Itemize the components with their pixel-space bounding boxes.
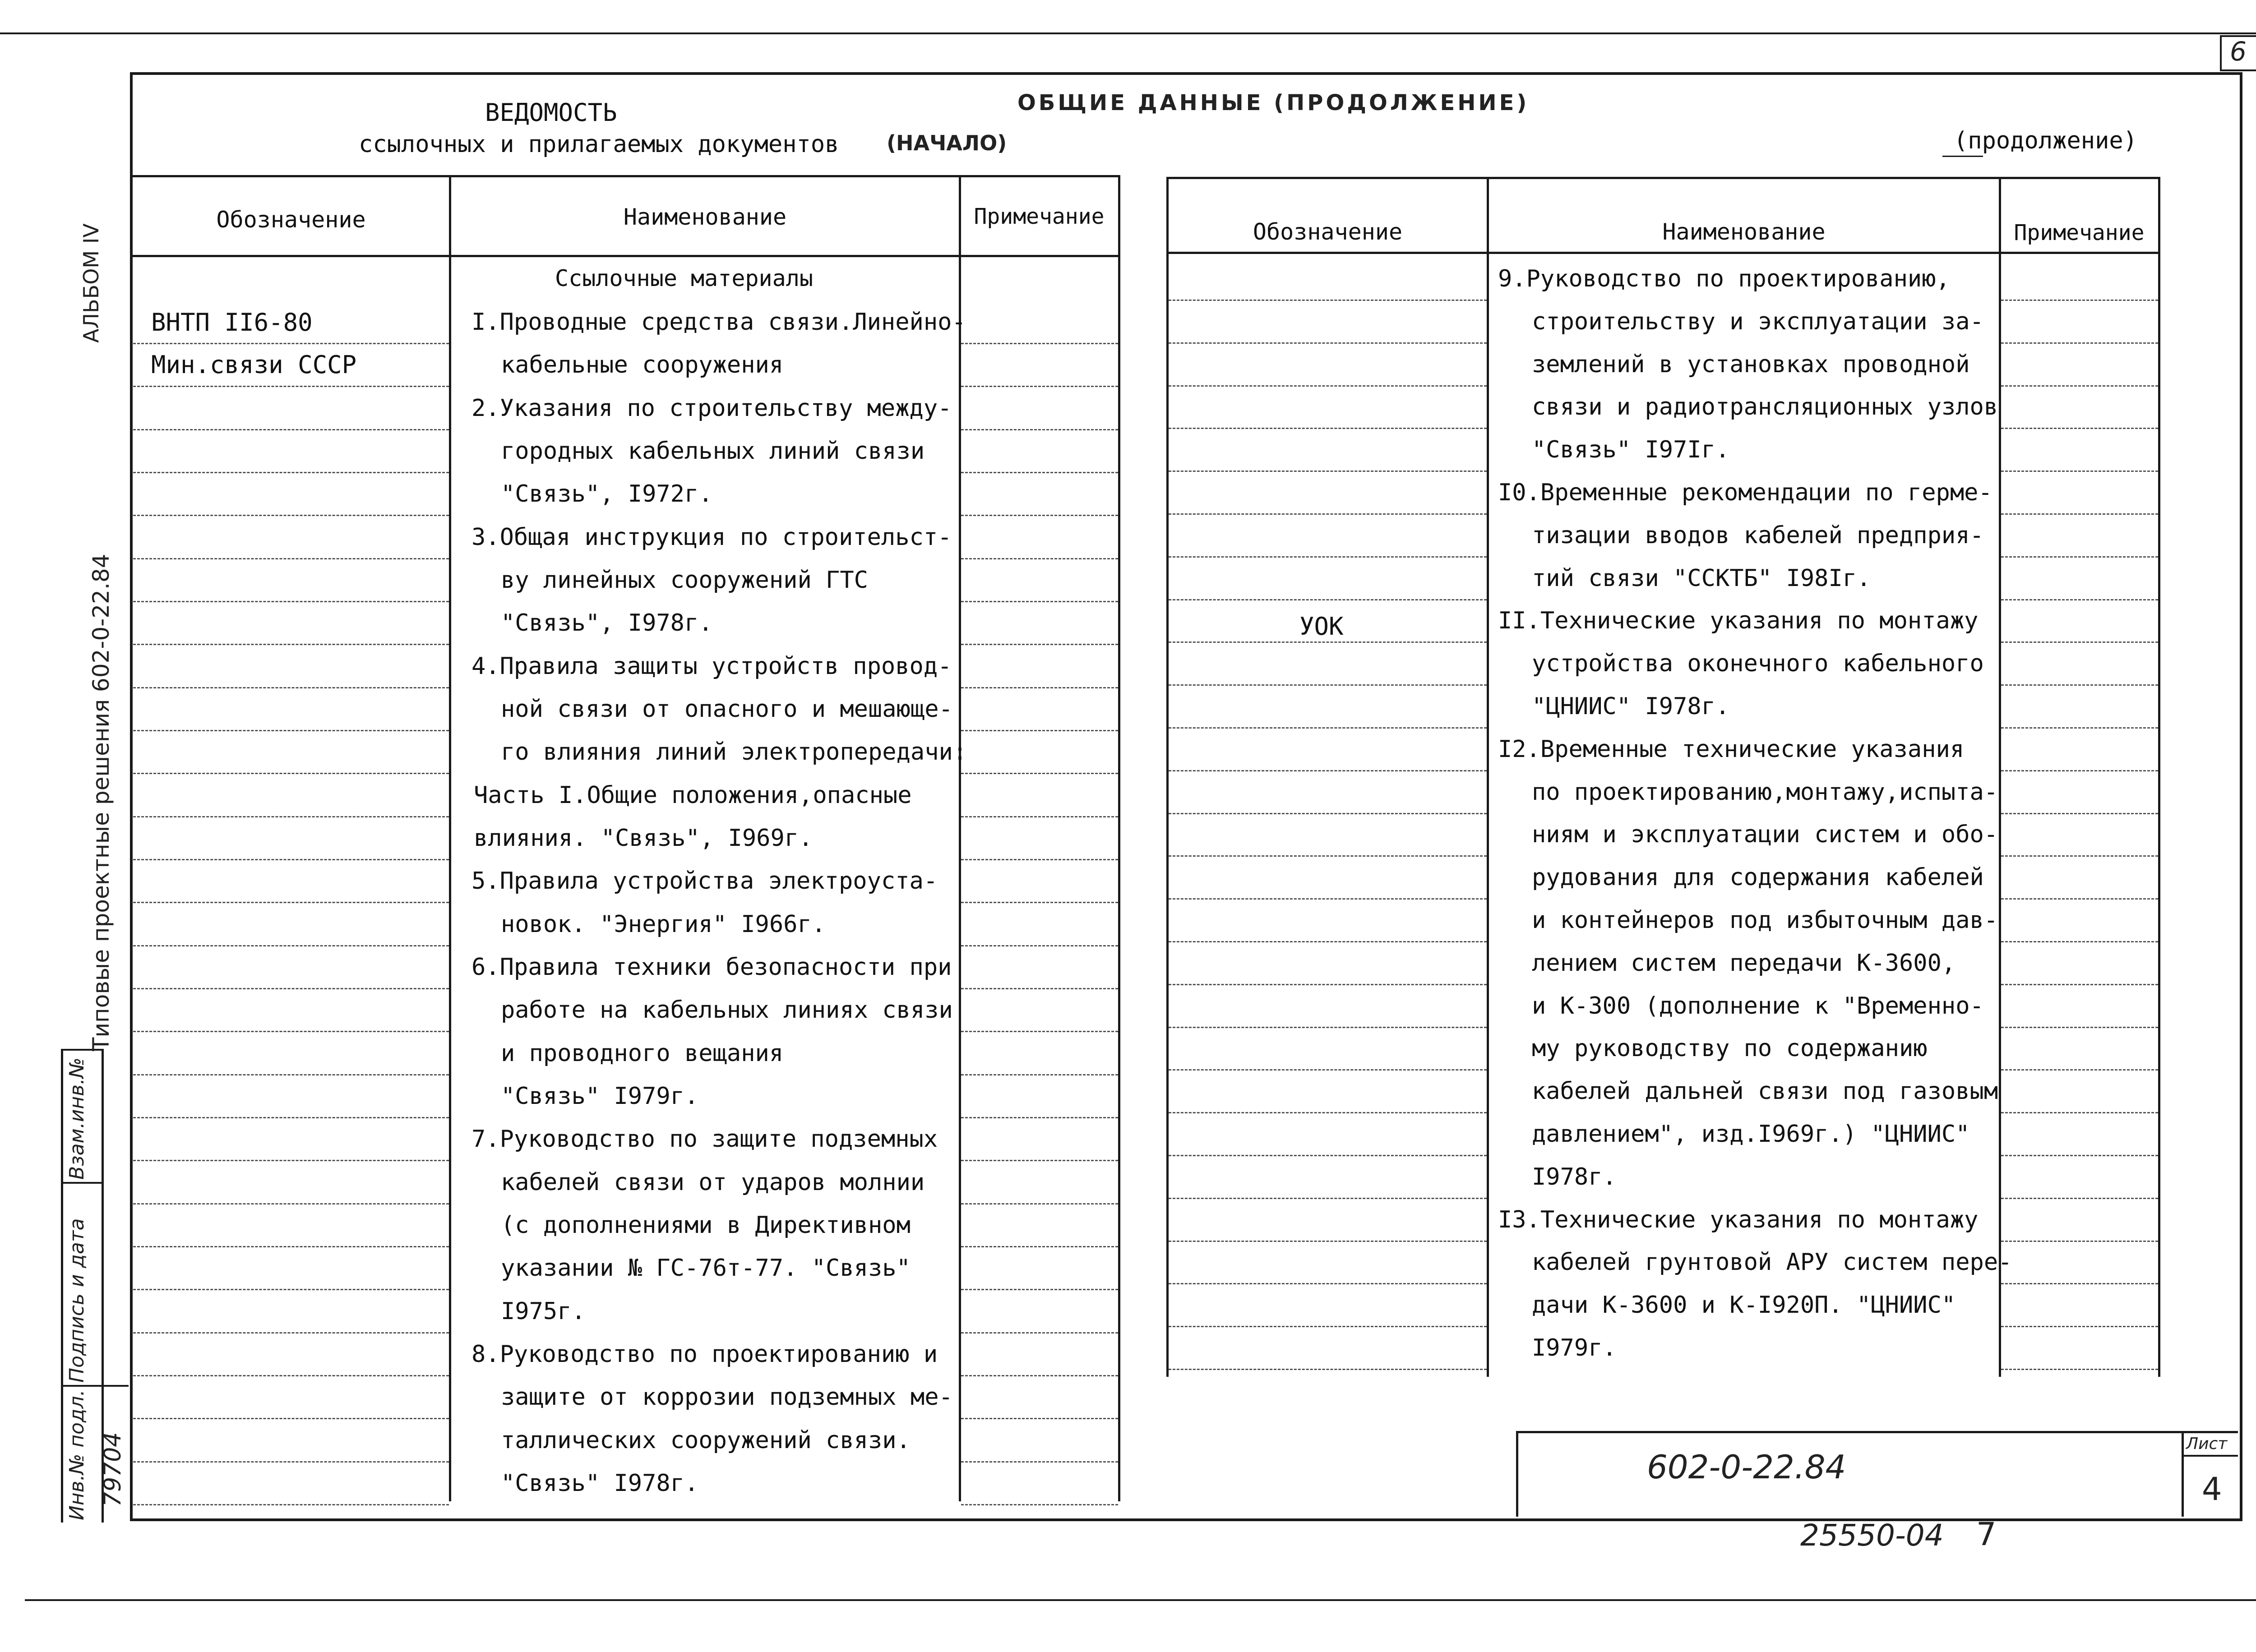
right-row-rule <box>2001 471 2158 472</box>
series-label: Типовые проектные решения 602-0-22.84 <box>88 554 114 1051</box>
right-row-rule <box>2001 770 2158 771</box>
left-row-rule <box>961 1289 1118 1290</box>
left-row-rule <box>961 945 1118 946</box>
left-table-line: Часть I.Общие положения,опасные <box>474 781 912 809</box>
left-row-rule <box>133 859 449 860</box>
right-row-rule <box>1169 1241 1487 1242</box>
footer-page: 7 <box>1976 1516 1997 1553</box>
right-row-rule <box>2001 1112 2158 1113</box>
left-table-line: 8.Руководство по проектированию и <box>472 1341 938 1368</box>
right-table-line: связи и радиотрансляционных узлов <box>1532 393 1998 421</box>
right-table-line: I3.Технические указания по монтажу <box>1498 1206 1979 1233</box>
right-row-rule <box>1169 471 1487 472</box>
left-row-rule <box>133 386 449 387</box>
right-row-rule <box>1169 641 1487 643</box>
right-row-rule <box>1169 300 1487 301</box>
right-row-rule <box>2001 855 2158 857</box>
right-row-rule <box>2001 813 2158 814</box>
side-strip-div-2 <box>61 1385 129 1387</box>
stamp-top <box>1516 1431 2238 1433</box>
right-row-rule <box>2001 599 2158 600</box>
left-table-line: 2.Указания по строительству между- <box>472 394 952 422</box>
left-table-line: "Связь", I978г. <box>501 609 713 637</box>
left-table-line: и проводного вещания <box>501 1039 784 1067</box>
right-row-rule <box>1169 1112 1487 1113</box>
left-table-line: "Связь" I979г. <box>501 1083 699 1110</box>
left-row-rule <box>133 429 449 430</box>
right-col-0 <box>1166 177 1169 1377</box>
right-table-line: тизации вводов кабелей предприя- <box>1532 521 1984 549</box>
right-col-1 <box>1487 177 1489 1377</box>
left-row-rule <box>133 1375 449 1376</box>
left-row-rule <box>133 1504 449 1505</box>
left-table-line: кабельные сооружения <box>501 351 784 379</box>
left-row-rule <box>133 730 449 731</box>
left-row-rule <box>133 515 449 516</box>
left-code-2: Мин.связи СССР <box>151 351 357 379</box>
general-data-title: ОБЩИЕ ДАННЫЕ (ПРОДОЛЖЕНИЕ) <box>1017 90 1530 115</box>
left-table-line: городных кабельных линий связи <box>501 438 925 465</box>
right-row-rule <box>1169 1069 1487 1071</box>
right-row-rule <box>1169 1198 1487 1199</box>
sign-date-label: Подпись и дата <box>65 1218 88 1383</box>
right-row-rule <box>1169 1369 1487 1370</box>
left-table-line: "Связь" I978г. <box>501 1470 699 1497</box>
left-row-rule <box>133 1289 449 1290</box>
left-header-name: Наименование <box>623 204 787 230</box>
right-row-rule <box>2001 898 2158 900</box>
right-row-rule <box>1169 342 1487 344</box>
right-row-rule <box>2001 1069 2158 1071</box>
right-row-rule <box>1169 684 1487 686</box>
right-header-code: Обозначение <box>1253 219 1403 245</box>
right-row-rule <box>2001 1027 2158 1028</box>
right-row-rule <box>1169 727 1487 729</box>
left-row-rule <box>133 1461 449 1463</box>
left-table-header-bottom <box>131 255 1119 257</box>
left-table-line: таллических сооружений связи. <box>501 1426 911 1454</box>
right-row-rule <box>1169 770 1487 771</box>
left-row-rule <box>133 644 449 645</box>
left-row-rule <box>133 816 449 817</box>
left-row-rule <box>133 687 449 688</box>
right-row-rule <box>1169 1027 1487 1028</box>
left-row-rule <box>133 1117 449 1118</box>
right-table-line: и К-300 (дополнение к "Временно- <box>1532 992 1984 1020</box>
right-row-rule <box>2001 385 2158 387</box>
left-row-rule <box>133 558 449 559</box>
right-table-line: ниям и эксплуатации систем и обо- <box>1532 821 1998 849</box>
left-row-rule <box>133 1031 449 1032</box>
top-trim-line <box>0 32 2256 34</box>
right-row-rule <box>2001 1369 2158 1370</box>
left-row-rule <box>961 859 1118 860</box>
right-row-rule <box>2001 1241 2158 1242</box>
left-row-rule <box>961 1160 1118 1161</box>
nachalo-label: (НАЧАЛО) <box>887 131 1007 155</box>
right-row-rule <box>2001 984 2158 985</box>
left-header-code: Обозначение <box>216 207 366 233</box>
left-row-rule <box>133 773 449 774</box>
left-table-line: 5.Правила устройства электроуста- <box>472 868 938 895</box>
stamp-sheet-label-line <box>2182 1455 2238 1457</box>
right-row-rule <box>1169 1326 1487 1327</box>
left-table-line: 6.Правила техники безопасности при <box>472 954 952 981</box>
right-row-rule <box>1169 513 1487 515</box>
right-table-line: и контейнеров под избыточным дав- <box>1532 907 1998 934</box>
right-row-rule <box>2001 513 2158 515</box>
left-row-rule <box>133 1246 449 1247</box>
left-table-line: кабелей связи от ударов молнии <box>501 1168 925 1196</box>
inv-number-label: Инв.№ подл. <box>65 1389 88 1520</box>
right-table-line: рудования для содержания кабелей <box>1532 864 1984 891</box>
right-table-line: землений в установках проводной <box>1532 351 1970 378</box>
prodolzhenie-underline <box>1942 156 1983 157</box>
left-table-line: ву линейных сооружений ГТС <box>501 567 868 594</box>
right-table-line: по проектированию,монтажу,испыта- <box>1532 778 1998 806</box>
right-row-rule <box>2001 1155 2158 1156</box>
left-table-line: 3.Общая инструкция по строительст- <box>472 523 952 551</box>
stamp-sheet-label: Лист <box>2186 1435 2228 1453</box>
left-row-rule <box>133 1332 449 1334</box>
right-table-line: II.Технические указания по монтажу <box>1498 607 1979 635</box>
right-row-rule <box>2001 428 2158 429</box>
right-table-line: устройства оконечного кабельного <box>1532 650 1984 678</box>
right-header-name: Наименование <box>1662 219 1826 245</box>
side-strip-line <box>61 1049 63 1523</box>
left-row-rule <box>961 1375 1118 1376</box>
right-row-rule <box>2001 684 2158 686</box>
right-table-line: I979г. <box>1532 1334 1617 1361</box>
right-code-uok: УОК <box>1299 612 1344 641</box>
left-row-rule <box>961 687 1118 688</box>
right-row-rule <box>2001 941 2158 942</box>
right-table-line: I0.Временные рекомендации по герме- <box>1498 479 1992 506</box>
right-row-rule <box>2001 727 2158 729</box>
right-row-rule <box>1169 385 1487 387</box>
left-row-rule <box>961 386 1118 387</box>
left-row-rule <box>961 1504 1118 1505</box>
vedomost-title: ВЕДОМОСТЬ <box>485 98 617 127</box>
stamp-code: 602-0-22.84 <box>1647 1448 1846 1486</box>
left-row-rule <box>961 1117 1118 1118</box>
left-row-rule <box>133 945 449 946</box>
right-table-line: лением систем передачи К-3600, <box>1532 949 1956 977</box>
left-row-rule <box>133 988 449 989</box>
right-table-line: 9.Руководство по проектированию, <box>1498 265 1950 292</box>
left-table-line: (с дополнениями в Директивном <box>501 1212 911 1239</box>
left-row-rule <box>961 1332 1118 1334</box>
left-table-top <box>131 175 1119 177</box>
left-row-rule <box>961 644 1118 645</box>
right-row-rule <box>1169 813 1487 814</box>
right-row-rule <box>1169 898 1487 900</box>
prodolzhenie-label: (продолжение) <box>1954 127 2137 154</box>
right-table-line: дачи К-3600 и К-I920П. "ЦНИИС" <box>1532 1292 1956 1319</box>
bottom-trim-line <box>25 1599 2256 1601</box>
left-table-line: го влияния линий электропередачи: <box>501 738 967 766</box>
left-row-rule <box>961 601 1118 602</box>
right-row-rule <box>1169 855 1487 857</box>
left-row-rule <box>133 472 449 473</box>
left-row-rule <box>961 773 1118 774</box>
left-code-1: ВНТП II6-80 <box>151 308 313 337</box>
inv-number: 79704 <box>99 1432 126 1507</box>
right-table-line: "ЦНИИС" I978г. <box>1532 693 1730 720</box>
left-table-line: работе на кабельных линиях связи <box>501 997 953 1024</box>
left-table-line: ной связи от опасного и мешающе- <box>501 696 953 723</box>
stamp-sheet-divider <box>2182 1431 2184 1517</box>
left-row-rule <box>961 988 1118 989</box>
right-row-rule <box>1169 941 1487 942</box>
side-strip-div-1 <box>61 1182 104 1184</box>
right-row-rule <box>2001 556 2158 558</box>
stamp-sheet: 4 <box>2202 1471 2222 1508</box>
left-row-rule <box>133 1160 449 1161</box>
footer-number: 25550-04 <box>1800 1518 1944 1553</box>
left-row-rule <box>133 1203 449 1204</box>
right-table-line: тий связи "ССКТБ" I98Iг. <box>1532 564 1871 592</box>
right-table-line: му руководству по содержанию <box>1532 1035 1928 1062</box>
left-row-rule <box>961 515 1118 516</box>
left-row-rule <box>961 1203 1118 1204</box>
left-table-line: защите от коррозии подземных ме- <box>501 1384 953 1411</box>
left-col-2 <box>959 175 961 1501</box>
left-row-rule <box>961 429 1118 430</box>
right-table-line: строительству и эксплуатации за- <box>1532 308 1984 335</box>
left-table-line: 4.Правила защиты устройств провод- <box>472 652 952 680</box>
right-table-line: давлением", изд.I969г.) "ЦНИИС" <box>1532 1121 1970 1148</box>
right-row-rule <box>2001 1283 2158 1284</box>
right-table-line: кабелей дальней связи под газовым <box>1532 1078 1998 1105</box>
left-row-rule <box>961 472 1118 473</box>
right-row-rule <box>2001 1326 2158 1327</box>
right-row-rule <box>1169 556 1487 558</box>
right-row-rule <box>2001 342 2158 344</box>
right-table-line: I2.Временные технические указания <box>1498 735 1965 763</box>
left-row-rule <box>961 343 1118 344</box>
left-row-rule <box>961 1031 1118 1032</box>
left-row-rule <box>961 1461 1118 1463</box>
left-section-title: Ссылочные материалы <box>555 265 813 291</box>
right-row-rule <box>1169 1283 1487 1284</box>
left-row-rule <box>133 1074 449 1075</box>
right-row-rule <box>1169 428 1487 429</box>
left-header-note: Примечание <box>974 204 1105 229</box>
left-row-rule <box>133 601 449 602</box>
right-row-rule <box>2001 1198 2158 1199</box>
right-table-line: I978г. <box>1532 1163 1617 1191</box>
left-row-rule <box>961 902 1118 903</box>
replace-inv-label: Взам.инв.№ <box>65 1057 88 1180</box>
left-table-line: 7.Руководство по защите подземных <box>472 1126 938 1153</box>
right-table-line: кабелей грунтовой АРУ систем пере- <box>1532 1249 2012 1276</box>
left-col-1 <box>449 175 451 1501</box>
right-row-rule <box>1169 599 1487 600</box>
left-row-rule <box>961 1418 1118 1419</box>
left-table-line: новок. "Энергия" I966г. <box>501 910 826 938</box>
left-row-rule <box>961 1246 1118 1247</box>
left-table-line: I975г. <box>501 1297 586 1325</box>
right-table-line: "Связь" I97Iг. <box>1532 436 1730 464</box>
right-row-rule <box>1169 984 1487 985</box>
left-table-line: I.Проводные средства связи.Линейно- <box>472 309 966 336</box>
page-number: 6 <box>2230 36 2247 67</box>
left-row-rule <box>961 730 1118 731</box>
left-col-3 <box>1118 175 1120 1501</box>
right-row-rule <box>2001 300 2158 301</box>
left-row-rule <box>133 343 449 344</box>
right-table-top <box>1166 177 2159 179</box>
left-table-line: указании № ГС-76т-77. "Связь" <box>501 1255 911 1282</box>
left-row-rule <box>133 1418 449 1419</box>
right-row-rule <box>1169 1155 1487 1156</box>
vedomost-subtitle: ссылочных и прилагаемых документов <box>359 131 839 158</box>
right-row-rule <box>2001 641 2158 643</box>
left-row-rule <box>961 1074 1118 1075</box>
right-col-3 <box>2158 177 2160 1377</box>
right-header-note: Примечание <box>2014 220 2145 245</box>
left-row-rule <box>961 558 1118 559</box>
left-table-line: "Связь", I972г. <box>501 480 713 508</box>
stamp-left <box>1516 1431 1518 1517</box>
album-label: АЛЬБОМ IV <box>79 223 103 343</box>
left-row-rule <box>961 816 1118 817</box>
left-row-rule <box>133 902 449 903</box>
right-table-header-bottom <box>1166 252 2159 254</box>
left-table-line: влияния. "Связь", I969г. <box>474 825 813 852</box>
right-col-2 <box>1999 177 2001 1377</box>
